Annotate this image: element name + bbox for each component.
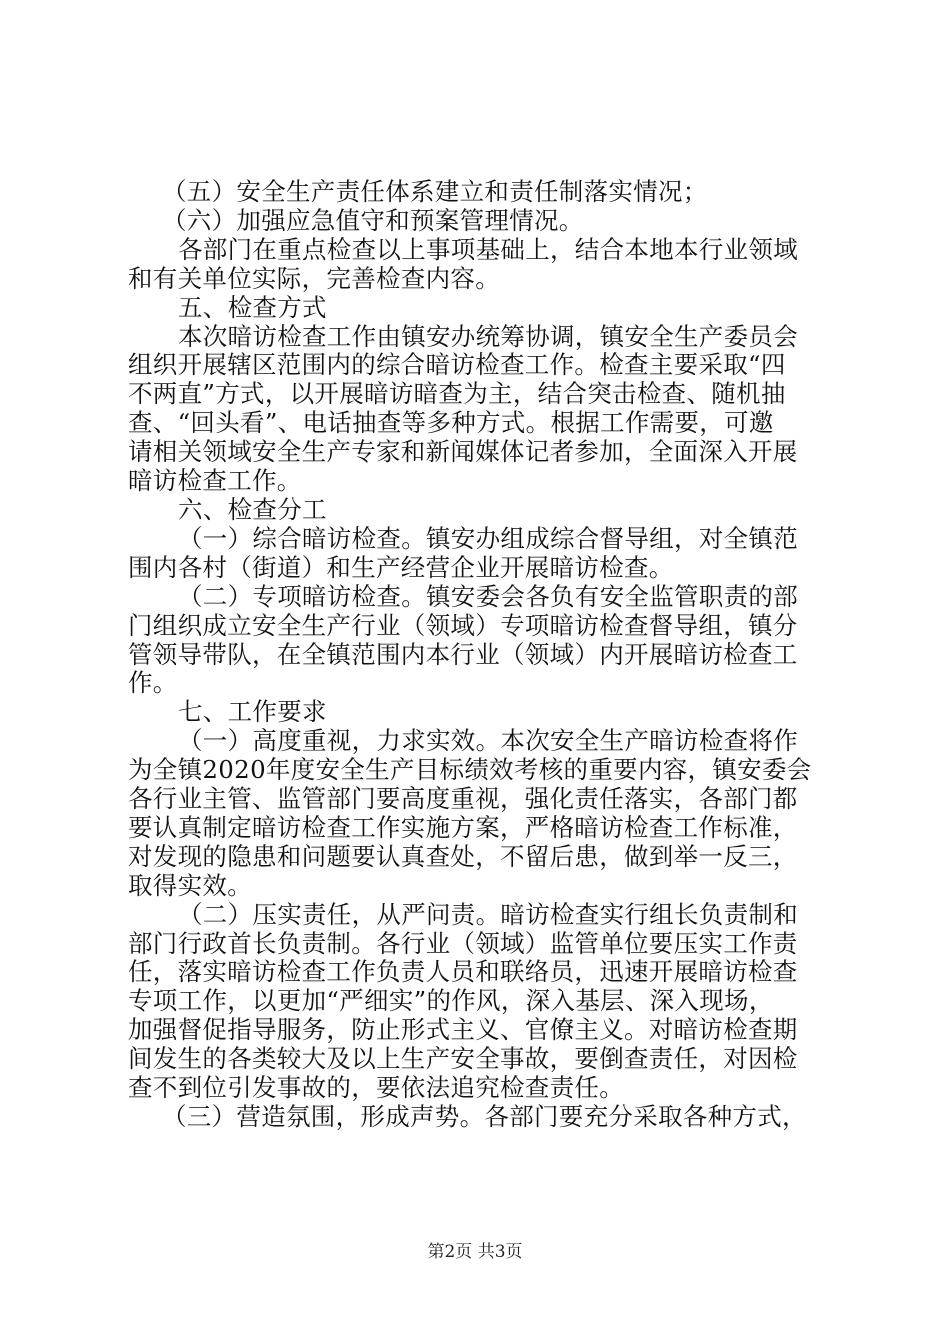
text-line: 任，落实暗访检查工作负责人员和联络员，迅速开展暗访检查 — [128, 957, 798, 987]
text-line: 为全镇2020年度安全生产目标绩效考核的重要内容，镇安委会 — [128, 755, 812, 785]
text-line: （二）专项暗访检查。镇安委会各负有安全监管职责的部 — [178, 581, 798, 611]
text-line: 对发现的隐患和问题要认真查处，不留后患，做到举一反三， — [128, 841, 798, 871]
text-line: 作。 — [128, 668, 178, 698]
text-line: 门组织成立安全生产行业（领域）专项暗访检查督导组，镇分 — [128, 610, 798, 640]
page-footer: 第2页 共3页 — [427, 1242, 523, 1262]
document-body — [128, 178, 850, 1132]
section-heading: 六、检查分工 — [178, 494, 327, 524]
text-line: 查、“回头看”、电话抽查等多种方式。根据工作需要，可邀 — [128, 408, 774, 438]
text-line: 各部门在重点检查以上事项基础上，结合本地本行业领域 — [178, 234, 798, 264]
text-line: 要认真制定暗访检查工作实施方案，严格暗访检查工作标准， — [128, 812, 798, 842]
text-line: 和有关单位实际，完善检查内容。 — [128, 263, 500, 293]
text-line: 加强督促指导服务，防止形式主义、官僚主义。对暗访检查期 — [128, 1015, 798, 1045]
text-line: （二）压实责任，从严问责。暗访检查实行组长负责制和 — [178, 899, 798, 929]
text-line: 组织开展辖区范围内的综合暗访检查工作。检查主要采取“四 — [128, 350, 786, 380]
text-line: 围内各村（街道）和生产经营企业开展暗访检查。 — [128, 552, 674, 582]
text-line: （五）安全生产责任体系建立和责任制落实情况； — [162, 177, 708, 206]
text-line: （一）高度重视，力求实效。本次安全生产暗访检查将作 — [178, 726, 798, 756]
text-line: 查不到位引发事故的，要依法追究检查责任。 — [128, 1073, 624, 1103]
text-line: （三）营造氛围，形成声势。各部门要充分采取各种方式， — [162, 1102, 807, 1131]
section-heading: 五、检查方式 — [178, 292, 327, 322]
text-line: 各行业主管、监管部门要高度重视，强化责任落实，各部门都 — [128, 784, 798, 814]
text-line: 请相关领域安全生产专家和新闻媒体记者参加，全面深入开展 — [128, 437, 798, 467]
text-line: 暗访检查工作。 — [128, 466, 302, 496]
text-line: 管领导带队，在全镇范围内本行业（领域）内开展暗访检查工 — [128, 639, 798, 669]
text-line: 本次暗访检查工作由镇安办统筹协调，镇安全生产委员会 — [178, 321, 798, 351]
text-line: 专项工作，以更加“严细实”的作风，深入基层、深入现场， — [128, 986, 774, 1016]
text-line: 不两直”方式，以开展暗访暗查为主，结合突击检查、随机抽 — [128, 379, 786, 409]
text-line: 间发生的各类较大及以上生产安全事故，要倒查责任，对因检 — [128, 1044, 798, 1074]
text-line: 部门行政首长负责制。各行业（领域）监管单位要压实工作责 — [128, 928, 798, 958]
text-line: （六）加强应急值守和预案管理情况。 — [162, 205, 584, 235]
text-line: （一）综合暗访检查。镇安办组成综合督导组，对全镇范 — [178, 523, 798, 553]
text-line: 取得实效。 — [128, 870, 252, 900]
section-heading: 七、工作要求 — [178, 697, 327, 727]
